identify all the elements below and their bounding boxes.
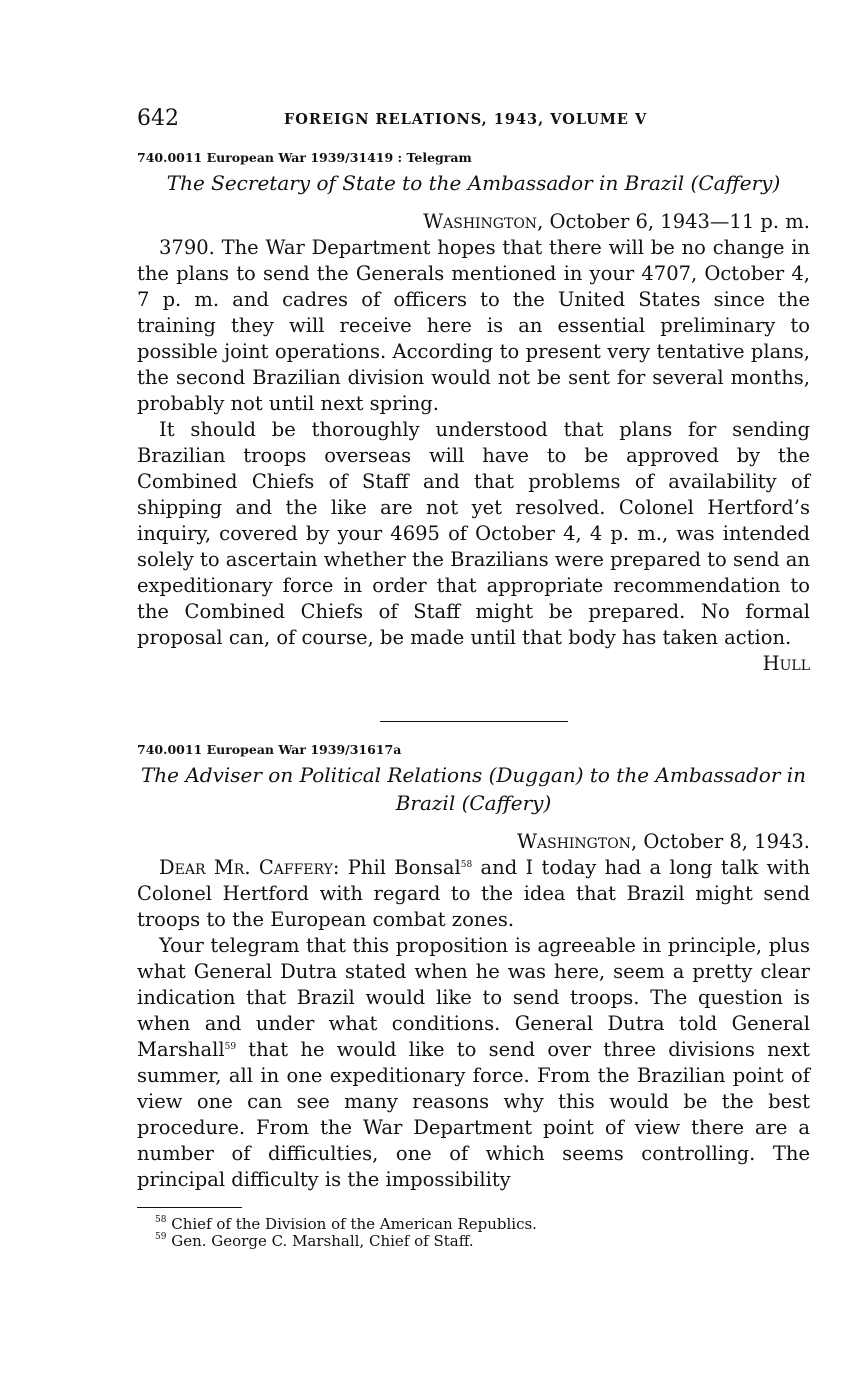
paragraph [137, 855, 810, 933]
section-divider [380, 721, 568, 722]
footnote [137, 1233, 810, 1250]
dateline-date: , October 6, 1943—11 p. m. [537, 210, 810, 233]
paragraph-text: and I today had a long talk with Colonel Hertford with regard to the idea that Brazil might send troops to the European combat zones. [137, 856, 811, 931]
footnote-divider [137, 1207, 242, 1208]
running-title: FOREIGN RELATIONS, 1943, VOLUME V [284, 111, 648, 128]
paragraph [137, 933, 810, 1193]
footnote-text: Chief of the Division of the American Republics. [171, 1215, 537, 1233]
footnote-marker[interactable]: 58 [460, 860, 473, 870]
footnote-mark: 59 [155, 1232, 167, 1242]
file-reference: 740.0011 European War 1939/31419 : Telegram [137, 150, 472, 165]
dateline [137, 209, 810, 235]
dateline-place: Washington [516, 830, 631, 853]
paragraph-text: Your telegram that this proposition is agreeable in principle, plus what General Dutra stated when he was here, seem a pretty clear indication that Brazil would like to send troops. The question is when and under what conditions. General Dutra told General Marshall [137, 934, 810, 1061]
paragraph-text: that he would like to send over three divisions next summer, all in one expeditionary force. From the Brazilian point of view one can see many reasons why this would be the best procedure. From the War Department point of view there are a number of difficulties, one of which seems controlling. The principal difficulty is the impossibility [137, 1038, 810, 1191]
footnote [137, 1216, 810, 1233]
dateline-place: Washington [423, 210, 538, 233]
title-line: Brazil (Caffery) [395, 791, 552, 815]
paragraph-text: : Phil Bonsal [332, 856, 461, 879]
paragraph: It should be thoroughly understood that plans for sending Brazilian troops overseas will have to be approved by the Combined Chiefs of Staff and that problems of availability of shipping and the like are not yet resolved. Colonel Hertford’s inquiry, covered by your 4695 of October 4, 4 p. m., was intended solely to ascertain whether the Brazilians were prepared to send an expeditionary force in order that appropriate recommendation to the Combined Chiefs of Staff might be prepared. No formal proposal can, of course, be made until that body has taken action. [137, 418, 810, 649]
title-line: The Adviser on Political Relations (Duggan) to the Ambassador in [140, 763, 807, 787]
document-title [137, 761, 810, 817]
page-number: 642 [137, 106, 179, 131]
paragraph: 3790. The War Department hopes that there will be no change in the plans to send the Generals mentioned in your 4707, October 4, 7 p. m. and cadres of officers to the United States since the training they will receive here is an essential preliminary to possible joint operations. According to present very tentative plans, the second Brazilian division would not be sent for several months, probably not until next spring. [137, 236, 810, 415]
footnote-mark: 58 [155, 1215, 167, 1225]
dateline [137, 829, 810, 855]
footnote-text: Gen. George C. Marshall, Chief of Staff. [171, 1232, 474, 1250]
page-header [137, 106, 810, 136]
salutation: Dear Mr. Caffery [159, 856, 333, 879]
document-title: The Secretary of State to the Ambassador in Brazil (Caffery) [166, 171, 781, 195]
file-reference: 740.0011 European War 1939/31617a [137, 742, 402, 757]
footnote-marker[interactable]: 59 [224, 1042, 237, 1052]
signature: Hull [762, 652, 810, 675]
document-page [137, 106, 810, 1250]
dateline-date: , October 8, 1943. [630, 830, 810, 853]
